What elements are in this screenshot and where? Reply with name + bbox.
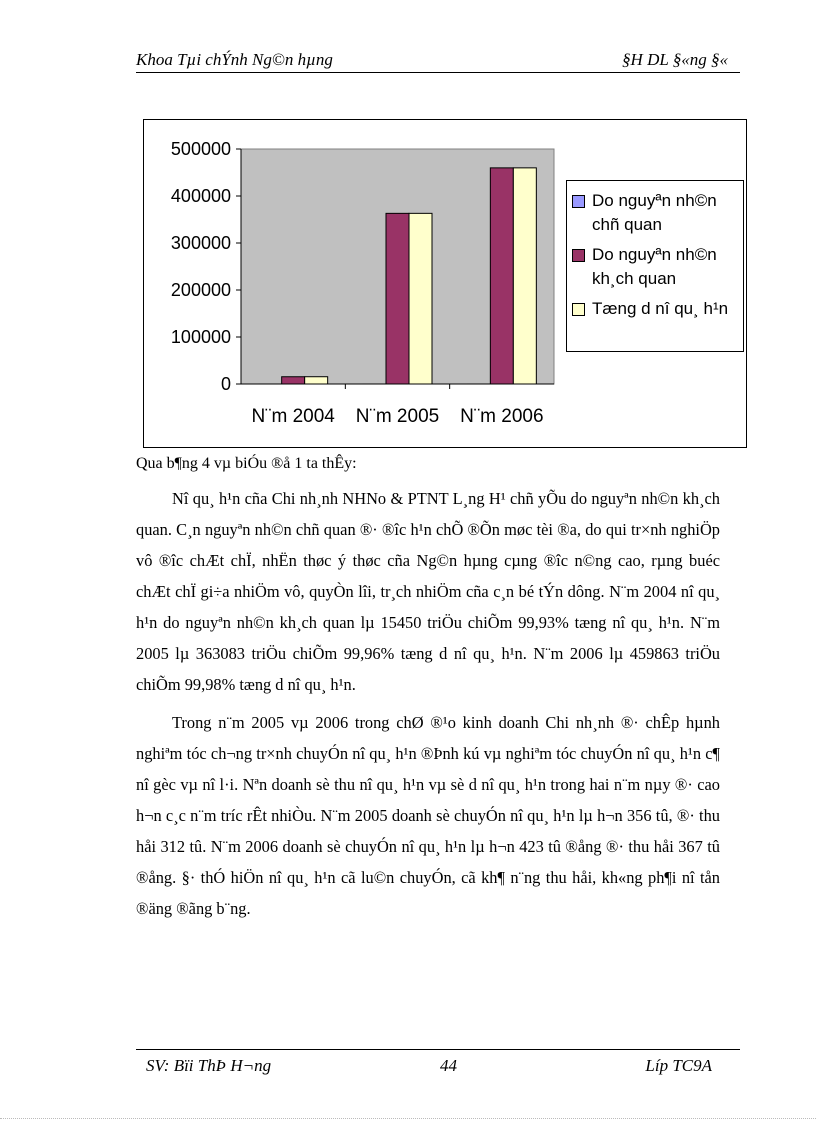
y-tick-label: 400000	[170, 186, 231, 206]
bar	[386, 213, 409, 384]
x-tick-label: N¨m 2005	[355, 406, 440, 427]
legend-label-objective: Do nguyªn nh©n kh¸ch quan	[592, 245, 717, 288]
paragraph-1: Nî qu¸ h¹n cña Chi nh¸nh NHNo & PTNT L¸ng H¹ chñ yÕu do nguyªn nh©n kh¸ch quan. C¸n nguyªn nh©n chñ quan ®· ®îc h¹n chÕ ®Õn møc tèi ®a, do qui tr×nh nghiÖp vô ®îc chÆt chÏ, nhËn thøc ý thøc cña Ng©n hµng cµng ®îc n©ng cao, rµng buéc chÆt chÏ gi÷a nhiÖm vô, quyÒn lîi, tr¸ch nhiÖm cña c¸n bé tÝn dông. N¨m 2004 nî qu¸ h¹n do nguyªn nh©n kh¸ch quan lµ 15450 triÖu chiÕm 99,93% tæng nî qu¸ h¹n. N¨m 2005 lµ 363083 triÖu chiÕm 99,96% tæng d nî qu¸ h¹n. N¨m 2006 lµ 459863 triÖu chiÕm 99,98% tæng d nî qu¸ h¹n.	[136, 489, 720, 694]
footer-class: Líp TC9A	[645, 1056, 712, 1075]
chart-legend	[566, 180, 744, 352]
bar	[409, 213, 432, 384]
legend-label-total: Tæng d nî qu¸ h¹n	[592, 299, 729, 318]
y-tick-label: 500000	[170, 139, 231, 159]
page-edge	[0, 1118, 816, 1120]
header-university: §H DL §«ng §«	[622, 50, 728, 69]
bar	[282, 377, 305, 384]
y-tick-label: 300000	[170, 233, 231, 253]
legend-swatch-subjective	[572, 195, 585, 208]
legend-swatch-total	[572, 303, 585, 316]
bar-chart	[143, 119, 747, 448]
page-number: 44	[440, 1056, 457, 1075]
bar	[490, 168, 513, 384]
x-tick-label: N¨m 2006	[460, 406, 544, 427]
body-text	[136, 483, 720, 931]
y-tick-label: 100000	[170, 327, 231, 347]
page-footer	[136, 1049, 740, 1075]
x-tick-label: N¨m 2004	[251, 406, 335, 427]
header-faculty: Khoa Tµi chÝnh Ng©n hµng	[136, 50, 333, 69]
page-header	[136, 50, 740, 73]
y-tick-label: 0	[220, 374, 231, 394]
bar	[305, 377, 328, 384]
footer-author: SV: Bïi ThÞ H¬ng	[146, 1056, 272, 1075]
y-tick-label: 200000	[170, 280, 231, 300]
paragraph-2: Trong n¨m 2005 vµ 2006 trong chØ ®¹o kinh doanh Chi nh¸nh ®· chÊp hµnh nghiªm tóc ch¬ng tr×nh chuyÓn nî qu¸ h¹n ®Þnh kú vµ nghiªm tóc chuyÓn nî qu¸ h¹n c¶ nî gèc vµ nî l·i. Nªn doanh sè thu nî qu¸ h¹n vµ sè d nî qu¸ h¹n trong hai n¨m nµy ®· cao h¬n c¸c n¨m tríc rÊt nhiÒu. N¨m 2005 doanh sè chuyÓn nî qu¸ h¹n lµ h¬n 356 tû, ®· thu håi 312 tû. N¨m 2006 doanh sè chuyÓn nî qu¸ h¹n lµ h¬n 423 tû ®ång ®· thu håi 367 tû ®ång. §· thÓ hiÖn nî qu¸ h¹n cã lu©n chuyÓn, cã kh¶ n¨ng thu håi, kh«ng ph¶i nî tån ®äng ®ãng b¨ng.	[136, 713, 720, 918]
bar	[513, 168, 536, 384]
legend-label-subjective: Do nguyªn nh©n chñ quan	[592, 191, 717, 234]
legend-swatch-objective	[572, 249, 585, 262]
chart-caption: Qua b¶ng 4 vµ biÓu ®å 1 ta thÊy:	[136, 455, 357, 472]
